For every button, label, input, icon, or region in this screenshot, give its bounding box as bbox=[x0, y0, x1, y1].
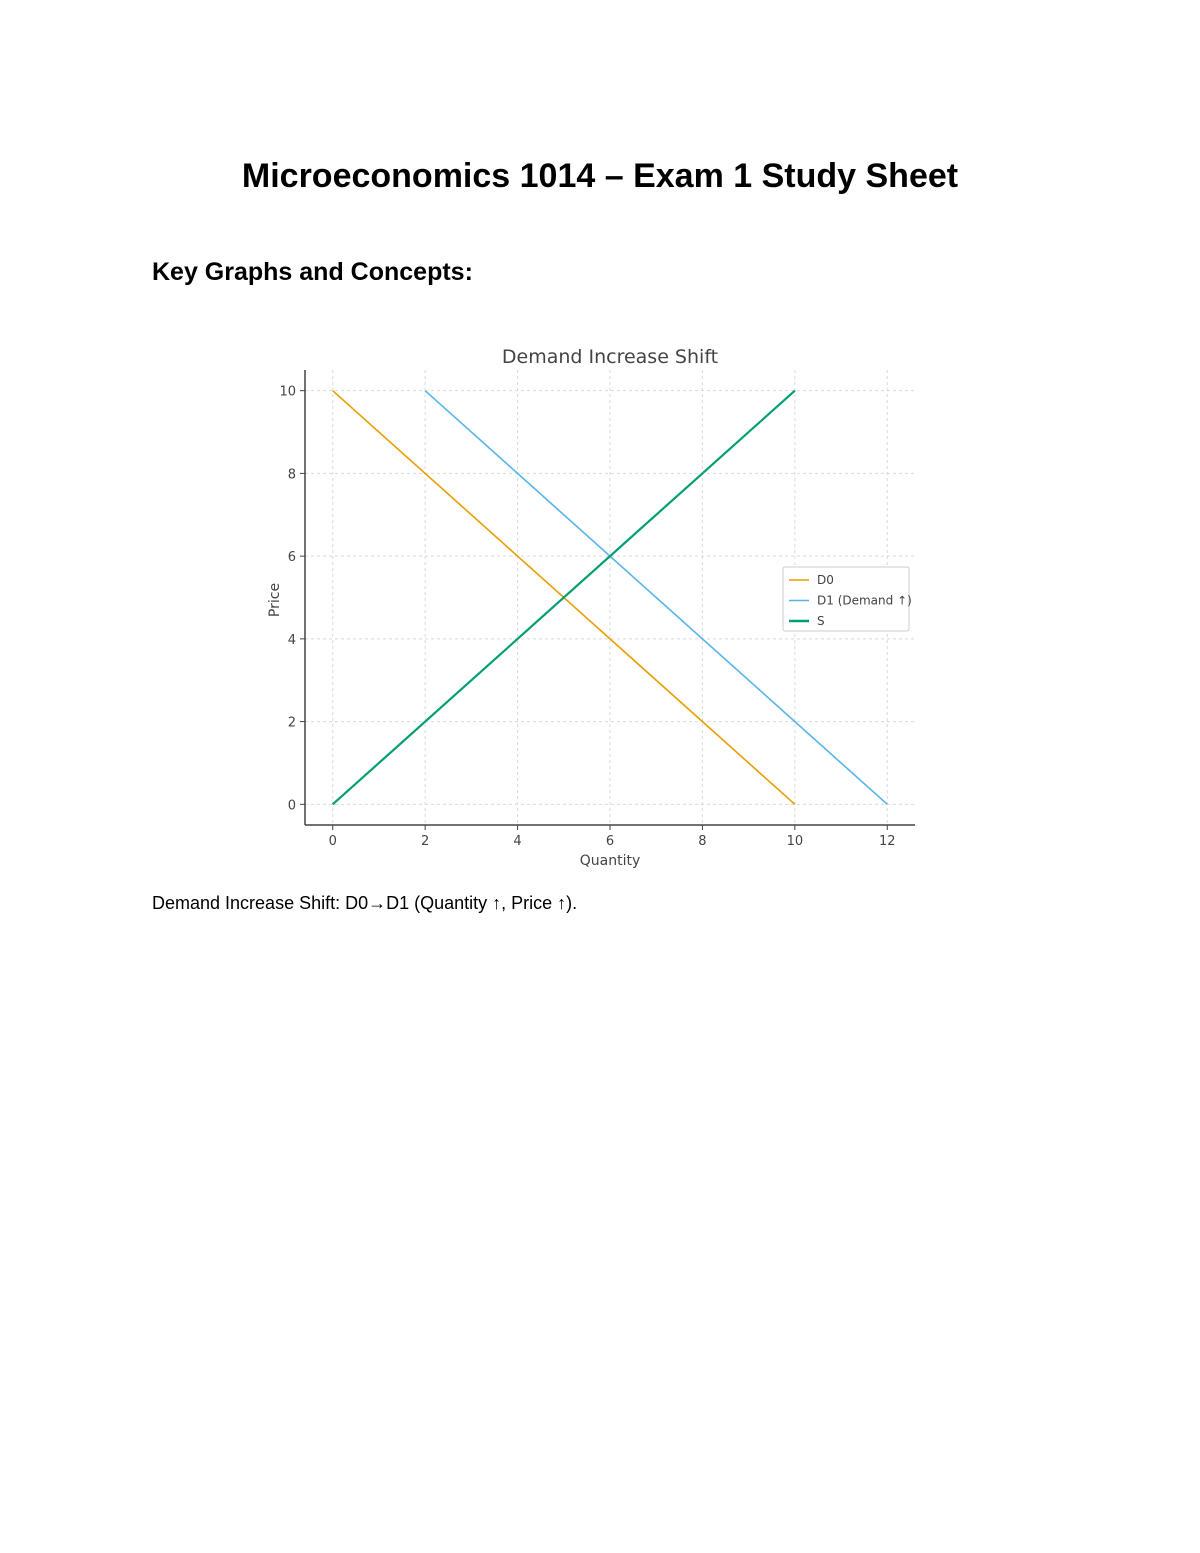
y-tick-label: 10 bbox=[279, 384, 296, 400]
y-tick-label: 8 bbox=[287, 467, 296, 483]
section-heading: Key Graphs and Concepts: bbox=[152, 258, 473, 286]
x-tick-label: 6 bbox=[605, 834, 615, 849]
y-tick-label: 0 bbox=[287, 798, 296, 814]
chart-title: Demand Increase Shift bbox=[501, 346, 719, 368]
x-tick-label: 10 bbox=[786, 834, 804, 849]
y-tick-label: 2 bbox=[287, 715, 296, 731]
x-axis-label: Quantity bbox=[579, 853, 641, 869]
x-tick-label: 2 bbox=[421, 834, 430, 849]
x-tick-label: 4 bbox=[513, 834, 522, 849]
chart-legend bbox=[783, 567, 912, 631]
y-tick-label: 4 bbox=[287, 632, 296, 648]
y-axis-label: Price bbox=[267, 582, 283, 618]
x-tick-label: 8 bbox=[698, 834, 707, 849]
y-tick-label: 6 bbox=[287, 550, 296, 566]
x-tick-label: 12 bbox=[878, 834, 896, 849]
chart-svg bbox=[255, 335, 935, 880]
figure-caption: Demand Increase Shift: D0→D1 (Quantity ↑, Price ↑). bbox=[152, 893, 578, 913]
demand-shift-chart bbox=[255, 335, 935, 880]
legend-label: D1 (Demand ↑) bbox=[817, 593, 912, 608]
x-tick-label: 0 bbox=[328, 834, 337, 849]
legend-label: D0 bbox=[817, 573, 834, 587]
legend-label: S bbox=[817, 614, 825, 628]
document-title: Microeconomics 1014 – Exam 1 Study Sheet bbox=[241, 157, 959, 195]
